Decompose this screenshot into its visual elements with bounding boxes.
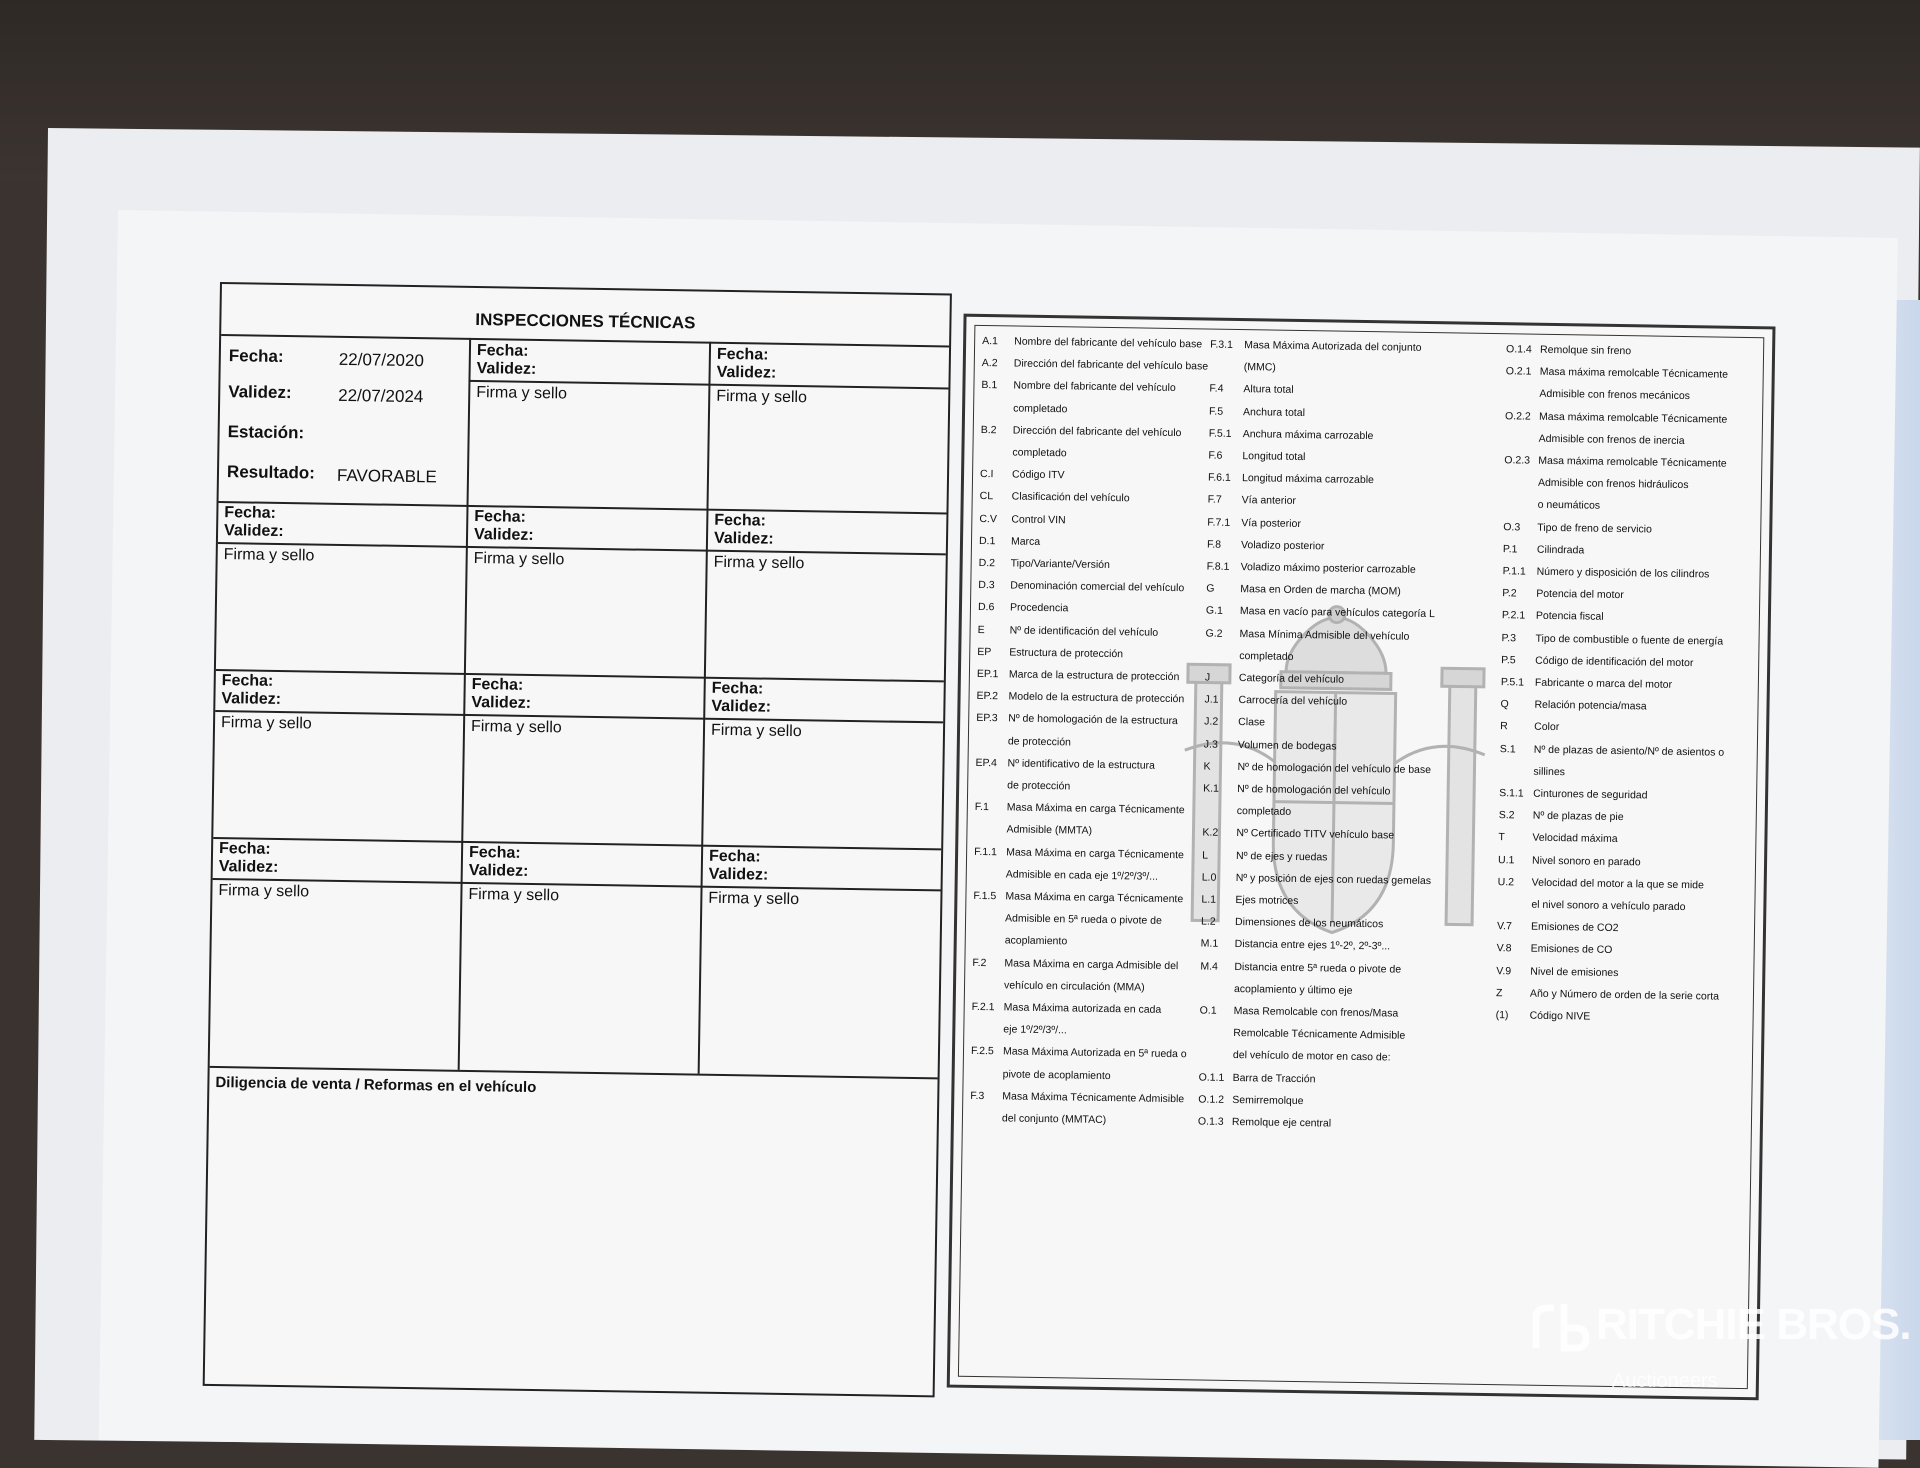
validez-label: Validez: — [228, 382, 292, 403]
legend-code: O.1.2 — [1198, 1093, 1225, 1106]
validez-label: Validez: — [223, 522, 284, 541]
legend-text: Control VIN — [1011, 513, 1066, 526]
legend-entry — [1198, 1093, 1303, 1107]
legend-text-continued: el nivel sonoro a vehículo parado — [1531, 898, 1686, 914]
firma-label: Firma y sello — [470, 717, 562, 737]
legend-text: Nº de plazas de asiento/Nº de asientos o — [1533, 743, 1725, 759]
legend-text-continued: acoplamiento y último eje — [1233, 982, 1353, 997]
legend-code: P.1 — [1502, 542, 1518, 556]
legend-text: Semirremolque — [1232, 1093, 1304, 1107]
legend-code: G — [1206, 582, 1215, 595]
legend-code: J — [1204, 671, 1211, 684]
legend-entry — [979, 557, 1110, 571]
legend-code: K.2 — [1202, 826, 1219, 840]
ritchie-logo-icon — [1530, 1302, 1590, 1352]
legend-code: V.8 — [1496, 942, 1512, 955]
fecha-label: Fecha: — [218, 840, 271, 858]
legend-text: Voladizo posterior — [1240, 538, 1325, 553]
legend-entry — [1496, 1009, 1591, 1022]
firma-label: Firma y sello — [218, 882, 310, 901]
validez-label: Validez: — [221, 690, 282, 709]
legend-text: Masa Remolcable con frenos/Masa — [1233, 1005, 1399, 1020]
legend-text: Nº de plazas de pie — [1532, 809, 1624, 824]
legend-text: Masa Máxima autorizada en cada — [1003, 1001, 1162, 1016]
legend-code: CL — [979, 490, 994, 503]
legend-text: Nº de homologación del vehículo de base — [1237, 760, 1432, 776]
legend-text: Dirección del fabricante del vehículo base — [1013, 357, 1209, 373]
legend-text: Marca — [1010, 535, 1041, 548]
legend-entry — [979, 535, 1040, 548]
legend-text: Cinturones de seguridad — [1533, 787, 1648, 802]
validez-label: Validez: — [711, 697, 772, 716]
legend-code: L.2 — [1200, 915, 1216, 928]
legend-entry — [1500, 698, 1646, 712]
legend-text: Masa máxima remolcable Técnicamente — [1538, 410, 1728, 426]
legend-text: Vía posterior — [1241, 516, 1301, 530]
fecha-label: Fecha: — [224, 504, 277, 522]
legend-text-continued: (MMC) — [1243, 361, 1276, 374]
legend-text-continued: completado — [1239, 649, 1294, 663]
legend-entry — [979, 513, 1065, 526]
legend-text: Nivel sonoro en parado — [1531, 854, 1641, 868]
legend-text-continued: eje 1º/2º/3º/... — [1003, 1023, 1067, 1037]
legend-text: Nº de identificación del vehículo — [1009, 624, 1159, 639]
legend-code: F.5 — [1208, 405, 1224, 418]
legend-text: Dirección del fabricante del vehículo — [1012, 424, 1182, 439]
legend-code: S.2 — [1498, 809, 1515, 822]
legend-code: O.2.2 — [1504, 409, 1531, 423]
legend-code: F.2.5 — [970, 1045, 994, 1058]
legend-text: Modelo de la estructura de protección — [1008, 690, 1185, 706]
legend-code: U.2 — [1497, 875, 1515, 889]
legend-entry — [1496, 965, 1618, 979]
firma-label: Firma y sello — [710, 721, 802, 741]
legend-code: K.1 — [1203, 782, 1220, 795]
legend-text: Masa en Orden de marcha (MOM) — [1240, 583, 1401, 598]
legend-code: J.3 — [1203, 738, 1218, 751]
legend-entry — [977, 646, 1123, 660]
legend-entry — [1209, 383, 1293, 396]
legend-text: Ejes motrices — [1235, 894, 1299, 908]
legend-text: Distancia entre 5ª rueda o pivote de — [1234, 960, 1402, 976]
legend-code: P.5 — [1501, 653, 1516, 667]
legend-text-continued: Remolcable Técnicamente Admisible — [1233, 1027, 1406, 1042]
legend-code: F.6 — [1208, 449, 1223, 462]
fecha-label: Fecha: — [471, 676, 524, 694]
legend-text: Color — [1534, 721, 1560, 734]
legend-code: S.1.1 — [1499, 787, 1524, 800]
legend-code: M.1 — [1200, 937, 1219, 951]
fecha-label: Fecha: — [476, 342, 529, 360]
validez-label: Validez: — [473, 526, 534, 544]
legend-entry — [1499, 787, 1648, 801]
legend-code: B.1 — [981, 379, 998, 392]
legend-code: Q — [1500, 698, 1509, 711]
legend-text: Masa Máxima en carga Admisible del — [1004, 956, 1179, 972]
legend-text: Clase — [1238, 716, 1266, 729]
validez-label: Validez: — [468, 861, 529, 880]
legend-text: Emisiones de CO2 — [1530, 920, 1619, 935]
firma-label: Firma y sello — [716, 387, 808, 407]
legend-text: Número y disposición de los cilindros — [1536, 565, 1710, 581]
legend-code: P.2.1 — [1501, 609, 1526, 622]
fecha-label: Fecha: — [468, 843, 521, 862]
legend-code: G.1 — [1205, 604, 1223, 618]
legend-text: Velocidad del motor a la que se mide — [1531, 876, 1705, 892]
legend-code: Z — [1495, 986, 1503, 1000]
legend-text: Nombre del fabricante del vehículo base — [1014, 335, 1203, 351]
legend-code: L.0 — [1201, 871, 1217, 884]
legend-text-continued: vehículo en circulación (MMA) — [1003, 979, 1145, 994]
legend-code: F.1.5 — [973, 889, 997, 903]
resultado-label: Resultado: — [226, 462, 316, 483]
legend-code: R — [1500, 720, 1508, 733]
legend-entry — [1208, 494, 1296, 507]
legend-text: Relación potencia/masa — [1534, 698, 1647, 713]
legend-text: Vía anterior — [1241, 494, 1297, 508]
inspections-title: INSPECCIONES TÉCNICAS — [221, 284, 950, 347]
legend-entry — [1503, 521, 1652, 535]
legend-text-continued: Admisible (MMTA) — [1006, 823, 1093, 838]
legend-entry — [1497, 943, 1613, 957]
legend-text: Anchura máxima carrozable — [1242, 427, 1374, 442]
legend-code: O.2.1 — [1505, 365, 1532, 378]
legend-code: V.9 — [1496, 964, 1512, 977]
legend-entry — [980, 490, 1130, 504]
legend-text: Nº de ejes y ruedas — [1236, 849, 1328, 864]
legend-code: O.1.1 — [1198, 1071, 1225, 1084]
validez-value: 22/07/2024 — [338, 385, 424, 407]
legend-code: C.I — [979, 468, 994, 481]
legend-entry — [1198, 1115, 1331, 1129]
legend-text: Volumen de bodegas — [1237, 738, 1337, 753]
legend-code: D.2 — [978, 556, 996, 570]
legend-text: Remolque sin freno — [1540, 343, 1632, 358]
legend-text-continued: de protección — [1007, 779, 1071, 793]
legend-text: Distancia entre ejes 1º-2º, 2º-3º... — [1234, 938, 1391, 953]
legend-text: Remolque eje central — [1231, 1115, 1332, 1130]
legend-text-continued: Admisible en 5ª rueda o pivote de — [1005, 912, 1163, 928]
legend-code: U.1 — [1497, 853, 1515, 866]
legend-code: S.1 — [1499, 742, 1516, 756]
legend-code: F.1 — [974, 801, 989, 814]
legend-code: F.2 — [972, 956, 987, 969]
fecha-label: Fecha: — [711, 679, 764, 698]
legend-code: F.2.1 — [971, 1000, 995, 1014]
legend-code: P.5.1 — [1500, 676, 1525, 689]
legend-text: Masa Máxima Autorizada del conjunto — [1244, 339, 1422, 354]
validez-label: Validez: — [471, 694, 532, 712]
legend-code: F.5.1 — [1208, 427, 1232, 440]
legend-code: T — [1498, 831, 1505, 844]
legend-code: G.2 — [1205, 627, 1223, 640]
legend-code: EP.2 — [976, 690, 999, 703]
legend-entry — [1209, 405, 1305, 419]
legend-text: Masa en vacío para vehículos categoría L — [1239, 605, 1435, 621]
legend-text: Masa Mínima Admisible del vehículo — [1239, 627, 1410, 643]
fecha-label: Fecha: — [716, 345, 769, 364]
fecha-label: Fecha: — [221, 672, 274, 690]
legend-code: L — [1202, 849, 1209, 862]
legend-entry — [1498, 832, 1617, 846]
legend-code: D.3 — [978, 579, 995, 592]
legend-entry — [1202, 849, 1328, 863]
legend-text: Masa Máxima en carga Técnicamente — [1006, 846, 1185, 861]
legend-entry — [1205, 672, 1344, 686]
legend-text: Cilindrada — [1536, 543, 1585, 557]
legend-entry — [1209, 427, 1374, 442]
legend-text-continued: completado — [1013, 402, 1068, 415]
legend-entry — [1499, 809, 1624, 823]
legend-entry — [1497, 920, 1619, 934]
fecha-label: Fecha: — [474, 508, 527, 526]
legend-text: Año y Número de orden de la serie corta — [1529, 987, 1720, 1003]
legend-code: EP.1 — [976, 667, 999, 681]
legend-text-continued: acoplamiento — [1004, 934, 1068, 948]
legend-text: Voladizo máximo posterior carrozable — [1240, 561, 1416, 576]
legend-code: J.1 — [1204, 693, 1219, 706]
legend-text: Nº de homologación del vehículo — [1237, 783, 1391, 798]
codes-legend — [947, 314, 1776, 1401]
legend-text-continued: Admisible con frenos mecánicos — [1539, 388, 1691, 403]
legend-text: Anchura total — [1242, 405, 1306, 419]
legend-code: P.2 — [1502, 587, 1517, 600]
legend-code: O.1.3 — [1197, 1115, 1224, 1128]
legend-code: O.1.4 — [1506, 343, 1532, 356]
legend-text: Tipo/Variante/Versión — [1010, 557, 1110, 572]
legend-text-continued: completado — [1012, 446, 1067, 460]
legend-text: Nivel de emisiones — [1530, 965, 1619, 979]
firma-label: Firma y sello — [713, 553, 805, 573]
legend-text: Nº identificativo de la estructura — [1007, 757, 1156, 772]
fecha-label: Fecha: — [714, 511, 767, 530]
legend-text: Código NIVE — [1529, 1009, 1591, 1023]
legend-code: L.1 — [1201, 893, 1217, 906]
legend-text: Potencia fiscal — [1535, 610, 1604, 624]
legend-entry — [1506, 343, 1631, 357]
legend-entry — [1207, 516, 1301, 529]
legend-text-continued: del vehículo de motor en caso de: — [1232, 1049, 1391, 1064]
legend-code: D.1 — [978, 534, 996, 548]
firma-label: Firma y sello — [468, 885, 560, 905]
legend-text: Barra de Tracción — [1232, 1071, 1316, 1085]
legend-text: Masa Máxima en carga Técnicamente — [1006, 801, 1185, 817]
legend-code: O.2.3 — [1504, 454, 1531, 467]
legend-entry — [1204, 694, 1347, 708]
fecha-label: Fecha: — [228, 346, 284, 367]
legend-code: F.7.1 — [1207, 516, 1231, 529]
diligencia-label: Diligencia de venta / Reformas en el vehículo — [215, 1074, 537, 1097]
legend-text-continued: Admisible con frenos de inercia — [1538, 432, 1685, 447]
legend-text: Carrocería del vehículo — [1238, 694, 1348, 708]
legend-text: Categoría del vehículo — [1238, 672, 1345, 686]
firma-label: Firma y sello — [473, 550, 565, 569]
validez-label: Validez: — [476, 360, 537, 378]
legend-code: EP.4 — [975, 756, 998, 770]
legend-text: Masa máxima remolcable Técnicamente — [1538, 454, 1727, 470]
legend-code: F.8.1 — [1206, 560, 1230, 573]
firma-label: Firma y sello — [220, 714, 312, 733]
legend-entry — [1502, 587, 1624, 601]
legend-text-continued: o neumáticos — [1537, 499, 1601, 513]
firma-label: Firma y sello — [476, 384, 568, 403]
legend-code: F.6.1 — [1207, 471, 1231, 485]
validez-label: Validez: — [708, 865, 769, 884]
legend-code: V.7 — [1496, 920, 1512, 933]
legend-text: Fabricante o marca del motor — [1534, 676, 1673, 691]
legend-text: Potencia del motor — [1536, 587, 1624, 602]
legend-text-continued: del conjunto (MMTAC) — [1001, 1112, 1107, 1127]
legend-text: Denominación comercial del vehículo — [1010, 579, 1185, 595]
firma-label: Firma y sello — [708, 889, 800, 909]
legend-text-continued: pivote de acoplamiento — [1002, 1067, 1111, 1082]
legend-text-continued: Admisible en cada eje 1º/2º/3º/... — [1005, 868, 1159, 883]
legend-text: Marca de la estructura de protección — [1008, 668, 1180, 684]
resultado-value: FAVORABLE — [336, 465, 437, 487]
legend-text-continued: Admisible con frenos hidráulicos — [1537, 476, 1689, 492]
legend-code: C.V — [979, 512, 997, 525]
legend-text: Masa Máxima en carga Técnicamente — [1005, 890, 1184, 906]
legend-text: Longitud total — [1242, 450, 1306, 464]
legend-text-continued: sillines — [1533, 765, 1566, 778]
legend-entry — [1498, 854, 1641, 868]
validez-label: Validez: — [716, 363, 777, 382]
fecha-value: 22/07/2020 — [338, 349, 425, 371]
legend-code: B.2 — [980, 423, 997, 437]
legend-entry — [978, 601, 1069, 614]
legend-text: Altura total — [1243, 383, 1294, 397]
legend-text: Longitud máxima carrozable — [1241, 472, 1375, 487]
legend-text: Procedencia — [1009, 601, 1069, 615]
legend-text: Nº Certificado TITV vehículo base — [1236, 827, 1395, 842]
legend-code: P.1.1 — [1502, 565, 1526, 578]
legend-code: E — [977, 623, 985, 636]
legend-entry — [1208, 450, 1305, 464]
legend-entry — [980, 468, 1065, 481]
legend-text: Nº de homologación de la estructura — [1008, 712, 1178, 728]
legend-code: A.1 — [982, 334, 999, 348]
legend-text: Masa Máxima Autorizada en 5ª rueda o — [1002, 1045, 1187, 1061]
legend-text: Código ITV — [1011, 468, 1065, 482]
legend-text: Nombre del fabricante del vehículo — [1013, 379, 1176, 395]
legend-entry — [1204, 716, 1265, 729]
legend-text: Clasificación del vehículo — [1011, 490, 1130, 505]
legend-entry — [1502, 610, 1604, 624]
legend-code: J.2 — [1204, 715, 1219, 729]
watermark-brand: RITCHIE BROS. — [1596, 1300, 1911, 1349]
legend-code: O.1 — [1199, 1004, 1217, 1017]
legend-code: F.8 — [1206, 538, 1222, 551]
legend-code: (1) — [1495, 1009, 1509, 1022]
legend-code: F.4 — [1209, 382, 1224, 396]
legend-text: Masa Máxima Técnicamente Admisible — [1002, 1090, 1185, 1106]
legend-code: D.6 — [977, 601, 995, 614]
legend-entry — [1207, 538, 1325, 552]
validez-label: Validez: — [713, 529, 774, 548]
legend-code: P.3 — [1501, 631, 1517, 644]
legend-entry — [1201, 893, 1298, 907]
legend-text: Estructura de protección — [1009, 646, 1124, 661]
legend-text: Emisiones de CO — [1530, 943, 1613, 957]
fecha-label: Fecha: — [708, 847, 761, 866]
legend-code: F.3 — [970, 1089, 985, 1102]
legend-text: Tipo de freno de servicio — [1537, 521, 1652, 536]
watermark-sub: Auctioneers — [1612, 1370, 1718, 1392]
legend-code: K — [1203, 760, 1211, 773]
legend-text: Dimensiones de los neumáticos — [1234, 916, 1384, 931]
validez-label: Validez: — [218, 858, 279, 876]
legend-text: Tipo de combustible o fuente de energía — [1535, 632, 1724, 648]
legend-text-continued: completado — [1236, 805, 1292, 819]
legend-entry — [1204, 738, 1337, 752]
legend-code: A.2 — [981, 357, 998, 370]
legend-text: Velocidad máxima — [1532, 832, 1618, 846]
legend-text: Masa máxima remolcable Técnicamente — [1539, 365, 1729, 381]
legend-code: EP.3 — [976, 712, 998, 725]
legend-code: F.3.1 — [1210, 338, 1233, 351]
legend-code: M.4 — [1200, 960, 1218, 973]
legend-entry — [1500, 721, 1559, 734]
legend-entry — [1503, 543, 1584, 556]
legend-text-continued: de protección — [1007, 735, 1072, 749]
legend-entry — [1199, 1071, 1316, 1085]
legend-code: O.3 — [1503, 520, 1521, 534]
vehicle-document — [203, 282, 1780, 1410]
legend-code: F.7 — [1207, 493, 1222, 507]
estacion-label: Estación: — [227, 422, 305, 443]
legend-text: Nº y posición de ejes con ruedas gemelas — [1235, 871, 1432, 887]
firma-label: Firma y sello — [223, 546, 315, 565]
inspections-table — [203, 282, 952, 1397]
legend-text: Código de identificación del motor — [1535, 654, 1694, 669]
legend-code: EP — [977, 645, 992, 658]
legend-code: F.1.1 — [974, 845, 998, 858]
